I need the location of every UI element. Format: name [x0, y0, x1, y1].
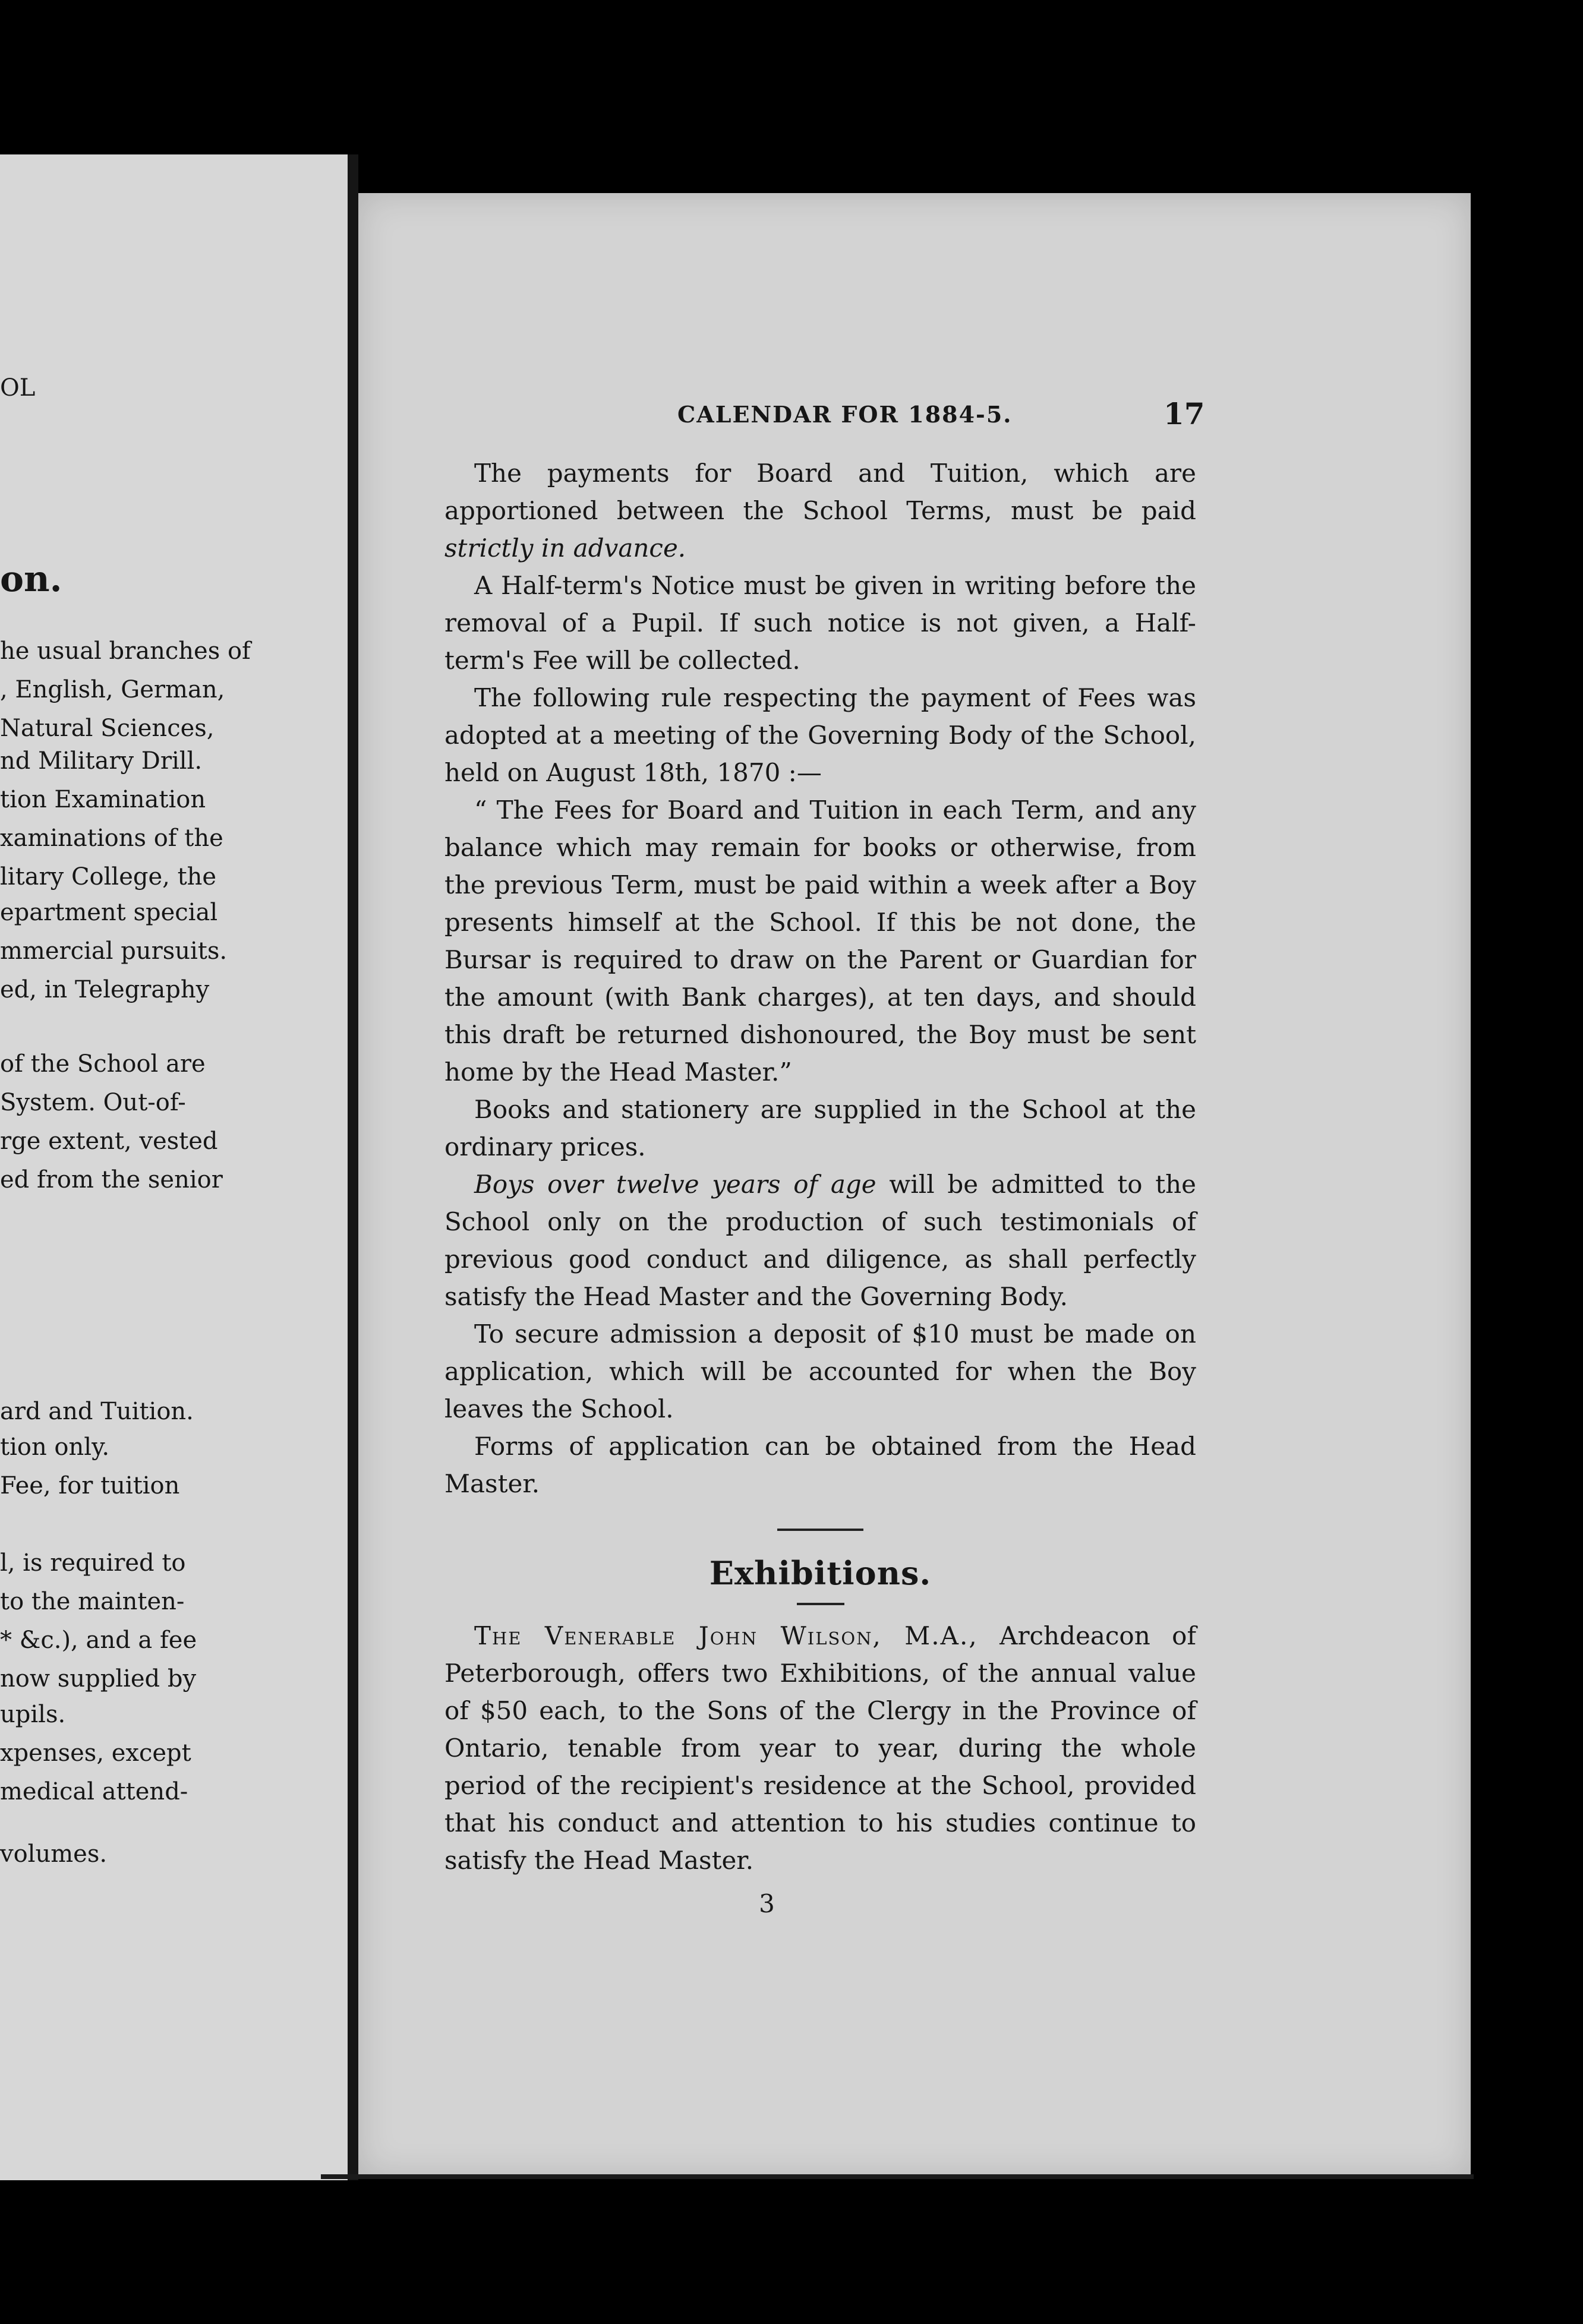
paragraph-text: The payments for Board and Tuition, which are apportioned between the School Terms, must be paid — [444, 459, 1196, 525]
paragraph-text: will be admitted to the School only on the production of such testimonials of previous good conduct and diligence, as shall perfectly satisfy the Head Master and the Governing Body. — [444, 1170, 1197, 1311]
page-number: 17 — [1163, 396, 1205, 431]
paragraph — [444, 791, 1196, 1091]
paragraph — [444, 679, 1196, 791]
left-page-line: upils. — [0, 1701, 66, 1728]
paragraph — [444, 1091, 1196, 1166]
left-page-line: he usual branches of — [0, 637, 251, 665]
left-page-line: to the mainten- — [0, 1588, 185, 1615]
paragraph — [444, 567, 1196, 679]
left-header-fragment: OL — [0, 374, 36, 402]
left-page-line: tion only. — [0, 1433, 110, 1461]
left-page-line: ard and Tuition. — [0, 1398, 194, 1425]
exhibition-lead: The Venerable John Wilson, M.A., — [474, 1621, 978, 1650]
signature-mark: 3 — [759, 1889, 775, 1918]
left-page-line: now supplied by — [0, 1665, 197, 1693]
paragraph — [444, 1428, 1196, 1502]
left-page-line: xpenses, except — [0, 1739, 191, 1767]
left-page-line: ed from the senior — [0, 1166, 223, 1193]
section-rule-short — [797, 1603, 844, 1605]
left-page-line: medical attend- — [0, 1778, 188, 1805]
running-title: CALENDAR FOR 1884-5. — [677, 401, 1013, 428]
left-page-line: mmercial pursuits. — [0, 937, 228, 965]
paragraph — [444, 1166, 1196, 1315]
left-page-line: ed, in Telegraphy — [0, 976, 210, 1003]
paragraph-text: Books and stationery are supplied in the School at the ordinary prices. — [444, 1095, 1196, 1161]
italic-text: strictly in advance. — [444, 533, 686, 563]
paragraph-text: To secure admission a deposit of $10 must be made on application, which will be accounted for when the Boy leaves the School. — [444, 1319, 1196, 1423]
paragraph-text: A Half-term's Notice must be given in writing before the removal of a Pupil. If such notice is not given, a Half-term's Fee will be collected. — [444, 571, 1196, 675]
left-page-line: nd Military Drill. — [0, 747, 203, 775]
paragraph — [444, 1315, 1196, 1428]
left-heading-fragment: on. — [0, 558, 62, 600]
left-page-line: of the School are — [0, 1050, 206, 1078]
left-page-line: xaminations of the — [0, 825, 223, 852]
body-text — [444, 454, 1196, 1922]
left-page-line: System. Out-of- — [0, 1089, 186, 1116]
section-rule — [777, 1529, 863, 1531]
left-page-line: tion Examination — [0, 786, 206, 813]
left-page-line: volumes. — [0, 1840, 108, 1868]
page-bottom-edge — [321, 2174, 1474, 2179]
left-page — [0, 154, 348, 2180]
paragraph-text: The following rule respecting the payment of Fees was adopted at a meeting of the Governing Body of the School, held on August 18th, 1870 :— — [444, 683, 1196, 787]
left-page-line: l, is required to — [0, 1549, 186, 1577]
italic-text: Boys over twelve years of age — [474, 1170, 876, 1199]
left-page-line: Natural Sciences, — [0, 715, 215, 742]
book-gutter — [348, 154, 358, 2180]
exhibition-paragraph — [444, 1617, 1196, 1879]
paragraph — [444, 454, 1196, 567]
right-page — [358, 193, 1471, 2177]
left-page-line: , English, German, — [0, 676, 225, 703]
left-page-line: epartment special — [0, 899, 218, 926]
section-heading: Exhibitions. — [709, 1554, 932, 1592]
paragraph-text: “ The Fees for Board and Tuition in each Term, and any balance which may remain for books or otherwise, from the previous Term, must be paid within a week after a Boy presents himself at the School. If this be not done, the Bursar is required to draw on the Parent or Guardian for the amount (with Bank charges), at ten days, and should this draft be returned dishonoured, the Boy must be sent home by the Head Master.” — [444, 795, 1196, 1087]
running-header — [358, 389, 1471, 437]
paragraph-list — [444, 454, 1196, 1502]
left-page-line: litary College, the — [0, 863, 217, 891]
paragraph-text: Forms of application can be obtained from the Head Master. — [444, 1432, 1196, 1498]
left-page-line: * &c.), and a fee — [0, 1627, 197, 1654]
exhibition-text: Archdeacon of Peterborough, offers two Exhibitions, of the annual value of $50 each, to the Sons of the Clergy in the Province of Ontario, tenable from year to year, during the whole period of the recipient's residence at the School, provided that his conduct and attention to his studies continue to satisfy the Head Master. — [444, 1621, 1197, 1875]
left-page-line: Fee, for tuition — [0, 1472, 180, 1499]
left-page-line: rge extent, vested — [0, 1128, 218, 1155]
